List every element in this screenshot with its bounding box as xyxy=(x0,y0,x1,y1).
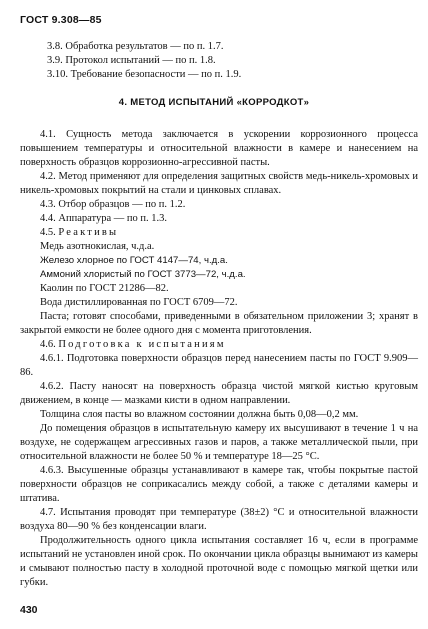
reagents-heading: Реактивы xyxy=(58,227,119,238)
paragraph-4-1: 4.1. Сущность метода заключается в ускорении коррозионного процесса повышением температуры и относительной влажности в камере и нанесением на поверхность образцов коррозионно-агрессивной пасты. xyxy=(20,129,418,168)
paragraph-paste: Паста; готовят способами, приведенными в обязательном приложении 3; хранят в закрытой емкости не более одного дня с момента приготовления. xyxy=(20,311,418,336)
section-3-tail xyxy=(47,40,241,82)
item-3-10: 3.10. Требование безопасности — по п. 1.9. xyxy=(47,69,242,80)
paragraph-thickness: Толщина слоя пасты во влажном состоянии должна быть 0,08—0,2 мм. xyxy=(40,409,359,420)
page-number: 430 xyxy=(20,604,38,616)
item-3-8: 3.8. Обработка результатов — по п. 1.7. xyxy=(47,41,224,52)
paragraph-4-6-3: 4.6.3. Высушенные образцы устанавливают в камере так, чтобы покрытые пастой поверхности образцов не соприкасались между собой, а также с деталями камеры и штатива. xyxy=(20,465,418,504)
item-4-4: 4.4. Аппаратура — по п. 1.3. xyxy=(40,213,167,224)
paragraph-cycle-duration: Продолжительность одного цикла испытания составляет 16 ч, если в программе испытаний не установлен иной срок. По окончании цикла образцы вынимают из камеры и смывают полностью пасту в холодной проточной воде с помощью мягкой щетки или губки. xyxy=(20,535,418,588)
reagent-ammonium-chloride: Аммоний хлористый по ГОСТ 3773—72, ч.д.а. xyxy=(40,269,246,280)
item-4-6 xyxy=(20,338,418,352)
paragraph-4-7: 4.7. Испытания проводят при температуре (38±2) °С и относительной влажности воздуха 80—90 % без конденсации влаги. xyxy=(20,507,418,532)
item-3-9: 3.9. Протокол испытаний — по п. 1.8. xyxy=(47,55,216,66)
reagent-kaolin: Каолин по ГОСТ 21286—82. xyxy=(40,283,169,294)
paragraph-drying: До помещения образцов в испытательную камеру их высушивают в течение 1 ч на воздухе, не содержащем агрессивных газов и паров, а также металлической пыли, при относительной влажности не более 50 % и температуре 18—25 °С. xyxy=(20,423,418,462)
preparation-heading: Подготовка к испытаниям xyxy=(58,339,226,350)
reagent-ferric-chloride: Железо хлорное по ГОСТ 4147—74, ч.д.а. xyxy=(40,255,228,266)
paragraph-4-2: 4.2. Метод применяют для определения защитных свойств медь-никель-хромовых и никель-хромовых покрытий на стали и цинковых сплавах. xyxy=(20,171,418,196)
paragraph-4-6-1: 4.6.1. Подготовка поверхности образцов перед нанесением пасты по ГОСТ 9.909— 86. xyxy=(20,353,418,378)
section-body xyxy=(20,128,418,590)
standard-header: ГОСТ 9.308—85 xyxy=(20,14,102,26)
reagent-distilled-water: Вода дистиллированная по ГОСТ 6709—72. xyxy=(40,297,238,308)
paragraph-4-6-2: 4.6.2. Пасту наносят на поверхность образца чистой мягкой кистью круговым движением, в конце — мазками кисти в одном направлении. xyxy=(20,381,418,406)
item-4-5-number: 4.5. xyxy=(40,227,56,238)
item-4-5 xyxy=(20,226,418,240)
item-4-3: 4.3. Отбор образцов — по п. 1.2. xyxy=(40,199,186,210)
reagent-copper-nitrate: Медь азотнокислая, ч.д.а. xyxy=(40,241,155,252)
section-title: 4. МЕТОД ИСПЫТАНИЙ «КОРРОДКОТ» xyxy=(118,97,310,108)
item-4-6-number: 4.6. xyxy=(40,339,56,350)
